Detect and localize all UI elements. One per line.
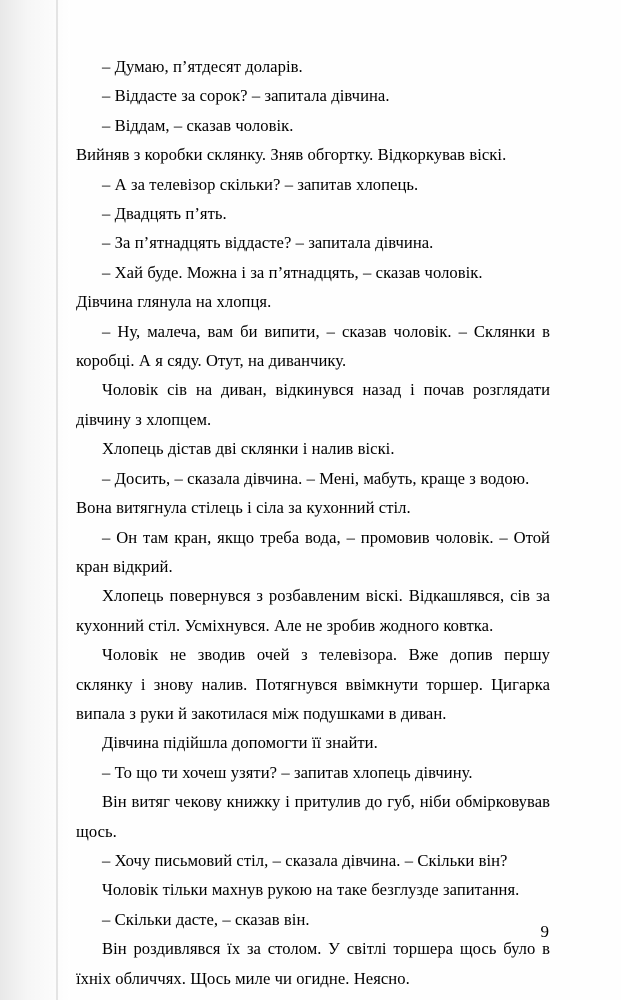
paragraph: – Ну, малеча, вам би випити, – сказав чоловік. – Склянки в коробці. А я сяду. Отут, на диванчику. bbox=[76, 321, 550, 371]
paragraph: – То що ти хочеш узяти? – запитав хлопець дівчину. bbox=[102, 762, 473, 782]
page-spine-line bbox=[56, 0, 58, 1000]
paragraph: – Думаю, п’ятдесят доларів. bbox=[102, 57, 303, 76]
paragraph: Він роздивлявся їх за столом. У світлі торшера щось було в їхніх обличчях. Щось миле чи огидне. Неясно. bbox=[76, 939, 550, 988]
paragraph: – Віддасте за сорок? – запитала дівчина. bbox=[102, 86, 390, 106]
paragraph: Дівчина підійшла допомогти її знайти. bbox=[102, 733, 378, 753]
paragraph: Вона витягнула стілець і сіла за кухонний стіл. bbox=[76, 498, 411, 518]
paragraph: Хлопець повернувся з розбавленим віскі. Відкашлявся, сів за кухонний стіл. Усміхнувся. Але не зробив жодного ковтка. bbox=[76, 586, 550, 635]
paragraph: Дівчина глянула на хлопця. bbox=[76, 292, 272, 312]
paragraph: Чоловік сів на диван, відкинувся назад і почав розглядати дівчину з хлопцем. bbox=[76, 380, 550, 429]
paragraph: – Двадцять п’ять. bbox=[102, 204, 227, 224]
paragraph: – Он там кран, якщо треба вода, – промовив чоловік. – Отой кран відкрий. bbox=[76, 527, 550, 576]
paragraph: Чоловік тільки махнув рукою на таке безглузде запитання. bbox=[102, 880, 520, 900]
paragraph: – За п’ятнадцять віддасте? – запитала дівчина. bbox=[102, 233, 434, 253]
paragraph: Чоловік не зводив очей з телевізора. Вже допив першу склянку і знову налив. Потягнувся ввімкнути торшер. Цигарка випала з руки й закотилася між подушками в диван. bbox=[76, 645, 550, 723]
paragraph: Вийняв з коробки склянку. Зняв обгортку. Відкоркував віскі. bbox=[76, 145, 507, 165]
page-number: 9 bbox=[540, 922, 549, 941]
paragraph: – Віддам, – сказав чоловік. bbox=[102, 115, 294, 135]
page-text-block bbox=[76, 52, 550, 993]
paragraph: – Досить, – сказала дівчина. – Мені, мабуть, краще з водою. bbox=[102, 468, 530, 488]
paragraph: – Хочу письмовий стіл, – сказала дівчина. – Скільки він? bbox=[102, 850, 508, 870]
paragraph: Хлопець дістав дві склянки і налив віскі. bbox=[102, 439, 395, 459]
paragraph: – Хай буде. Можна і за п’ятнадцять, – сказав чоловік. bbox=[102, 262, 483, 282]
paragraph: Він витяг чекову книжку і притулив до губ, ніби обмірковував щось. bbox=[76, 792, 550, 841]
page-gutter-shadow bbox=[0, 0, 70, 1000]
paragraph: – Скільки дасте, – сказав він. bbox=[102, 909, 310, 929]
paragraph: – А за телевізор скільки? – запитав хлопець. bbox=[102, 174, 419, 194]
